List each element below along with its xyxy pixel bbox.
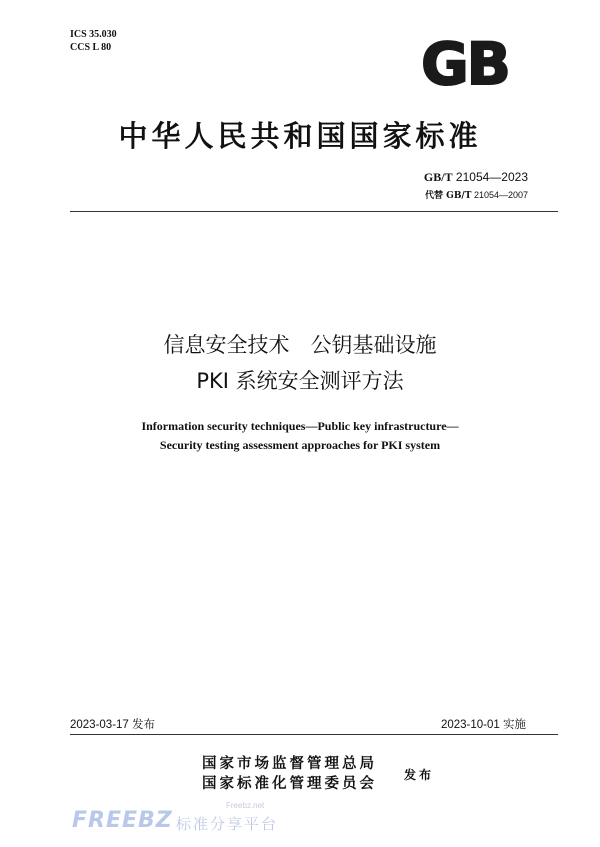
replaces-prefix: 代替 GB/T	[425, 191, 472, 201]
standard-number-value: 21054—2023	[455, 170, 528, 184]
classification-codes	[70, 28, 117, 54]
country-standard-title: 中华人民共和国国家标准	[118, 119, 482, 153]
gb-logo-text: GB	[421, 38, 509, 88]
top-divider	[70, 211, 558, 212]
issuer-sac: 国家标准化管理委员会	[202, 775, 377, 792]
standard-number-prefix: GB/T	[423, 170, 453, 184]
gb-logo	[404, 38, 526, 88]
title-cn-line2: PKI 系统安全测评方法	[196, 369, 404, 393]
watermark-brand: FREEBZ	[72, 808, 173, 833]
watermark-sub: 标准分享平台	[176, 815, 279, 833]
title-en-line1: Information security techniques—Public key infrastructure—	[141, 419, 459, 433]
implement-date: 2023-10-01 实施	[440, 719, 526, 731]
replaces-standard	[425, 188, 528, 201]
publish-label: 发布	[404, 768, 435, 782]
issue-date: 2023-03-17 发布	[70, 719, 156, 731]
title-en-line2: Security testing assessment approaches for PKI system	[159, 438, 441, 452]
bottom-divider	[70, 734, 558, 735]
ics-code: ICS 35.030	[70, 29, 117, 40]
standard-number	[424, 170, 528, 185]
replaces-value: 21054—2007	[473, 190, 528, 200]
watermark-domain: Freebz.net	[226, 801, 265, 810]
ccs-code: CCS L 80	[70, 42, 112, 53]
issuer-samr: 国家市场监督管理总局	[202, 755, 377, 772]
title-cn-line1: 信息安全技术 公钥基础设施	[163, 333, 437, 357]
